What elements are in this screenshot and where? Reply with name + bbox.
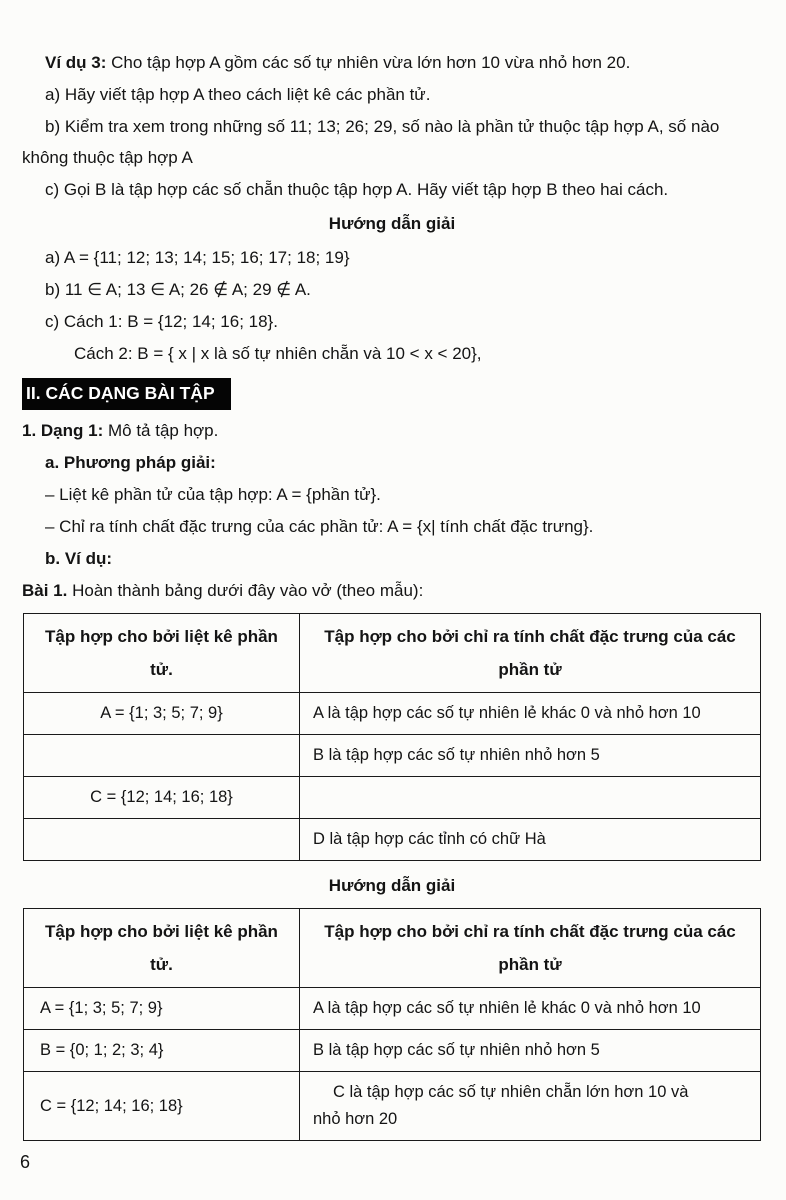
exercise-cell-desc-c (300, 777, 761, 819)
exercise-cell-desc-d: D là tập hợp các tỉnh có chữ Hà (300, 819, 761, 861)
example3-item-c: c) Gọi B là tập hợp các số chẵn thuộc tập hợp A. Hãy viết tập hợp B theo hai cách. (45, 180, 669, 199)
solution-table-row (24, 1072, 761, 1141)
dang1-label: 1. Dạng 1: (22, 421, 104, 440)
exercise-cell-desc-b: B là tập hợp các số tự nhiên nhỏ hơn 5 (300, 735, 761, 777)
bai1-text: Hoàn thành bảng dưới đây vào vở (theo mẫu): (72, 581, 424, 600)
solution-line-c1: c) Cách 1: B = {12; 14; 16; 18}. (45, 312, 278, 331)
dang1-text: Mô tả tập hợp. (107, 421, 219, 440)
solution-heading-2: Hướng dẫn giải (328, 876, 456, 895)
solution-table-row (24, 988, 761, 1030)
solution-cell-set-c: C = {12; 14; 16; 18} (24, 1072, 300, 1141)
bai1-heading (22, 575, 762, 606)
exercise-table-header-col1: Tập hợp cho bởi liệt kê phần tử. (24, 614, 300, 693)
solution-cell-desc-a: A là tập hợp các số tự nhiên lẻ khác 0 và nhỏ hơn 10 (300, 988, 761, 1030)
exercise-table (23, 613, 761, 861)
exercise-table-header-col2: Tập hợp cho bởi chỉ ra tính chất đặc trưng của các phần tử (300, 614, 761, 693)
exercise-cell-set-a: A = {1; 3; 5; 7; 9} (24, 693, 300, 735)
example3-item-b: b) Kiểm tra xem trong những số 11; 13; 26; 29, số nào là phần tử thuộc tập hợp A, số nào không thuộc tập hợp A (22, 117, 720, 167)
solution-cell-desc-c: C là tập hợp các số tự nhiên chẵn lớn hơn 10 và nhỏ hơn 20 (300, 1072, 761, 1141)
solution-cell-set-a: A = {1; 3; 5; 7; 9} (24, 988, 300, 1030)
solution-cell-desc-b: B là tập hợp các số tự nhiên nhỏ hơn 5 (300, 1030, 761, 1072)
exercise-table-row (24, 819, 761, 861)
example3-item-a: a) Hãy viết tập hợp A theo cách liệt kê các phần tử. (45, 85, 431, 104)
solution-heading-1: Hướng dẫn giải (328, 214, 456, 233)
solution-line-c2: Cách 2: B = { x | x là số tự nhiên chẵn và 10 < x < 20}, (74, 344, 482, 363)
section-title: II. CÁC DẠNG BÀI TẬP (26, 383, 215, 403)
solution-table-header-row (24, 909, 761, 988)
bai1-label: Bài 1. (22, 581, 68, 600)
exercise-cell-set-b (24, 735, 300, 777)
exercise-table-row (24, 777, 761, 819)
section-title-bar (22, 378, 231, 410)
exercise-cell-desc-a: A là tập hợp các số tự nhiên lẻ khác 0 và nhỏ hơn 10 (300, 693, 761, 735)
dang1-heading (22, 415, 762, 446)
exercise-cell-set-d (24, 819, 300, 861)
section-bar-row (22, 370, 762, 414)
exercise-cell-set-c: C = {12; 14; 16; 18} (24, 777, 300, 819)
solution-line-b: b) 11 ∈ A; 13 ∈ A; 26 ∉ A; 29 ∉ A. (45, 280, 311, 299)
solution-line-a: a) A = {11; 12; 13; 14; 15; 16; 17; 18; 19} (45, 248, 350, 267)
page-number: 6 (20, 1152, 31, 1172)
method-line-2: – Chỉ ra tính chất đặc trưng của các phần tử: A = {x| tính chất đặc trưng}. (45, 517, 594, 536)
example3-label: Ví dụ 3: (45, 53, 107, 72)
solution-table-row (24, 1030, 761, 1072)
example-subheading: b. Ví dụ: (45, 549, 113, 568)
example3-statement (22, 47, 762, 78)
example3-intro: Cho tập hợp A gồm các số tự nhiên vừa lớn hơn 10 vừa nhỏ hơn 20. (111, 53, 631, 72)
exercise-table-row (24, 693, 761, 735)
solution-cell-set-b: B = {0; 1; 2; 3; 4} (24, 1030, 300, 1072)
method-heading: a. Phương pháp giải: (45, 453, 216, 472)
solution-table-header-col2: Tập hợp cho bởi chỉ ra tính chất đặc trưng của các phần tử (300, 909, 761, 988)
exercise-table-row (24, 735, 761, 777)
solution-table (23, 908, 761, 1141)
exercise-table-header-row (24, 614, 761, 693)
solution-table-header-col1: Tập hợp cho bởi liệt kê phần tử. (24, 909, 300, 988)
method-line-1: – Liệt kê phần tử của tập hợp: A = {phần tử}. (45, 485, 381, 504)
